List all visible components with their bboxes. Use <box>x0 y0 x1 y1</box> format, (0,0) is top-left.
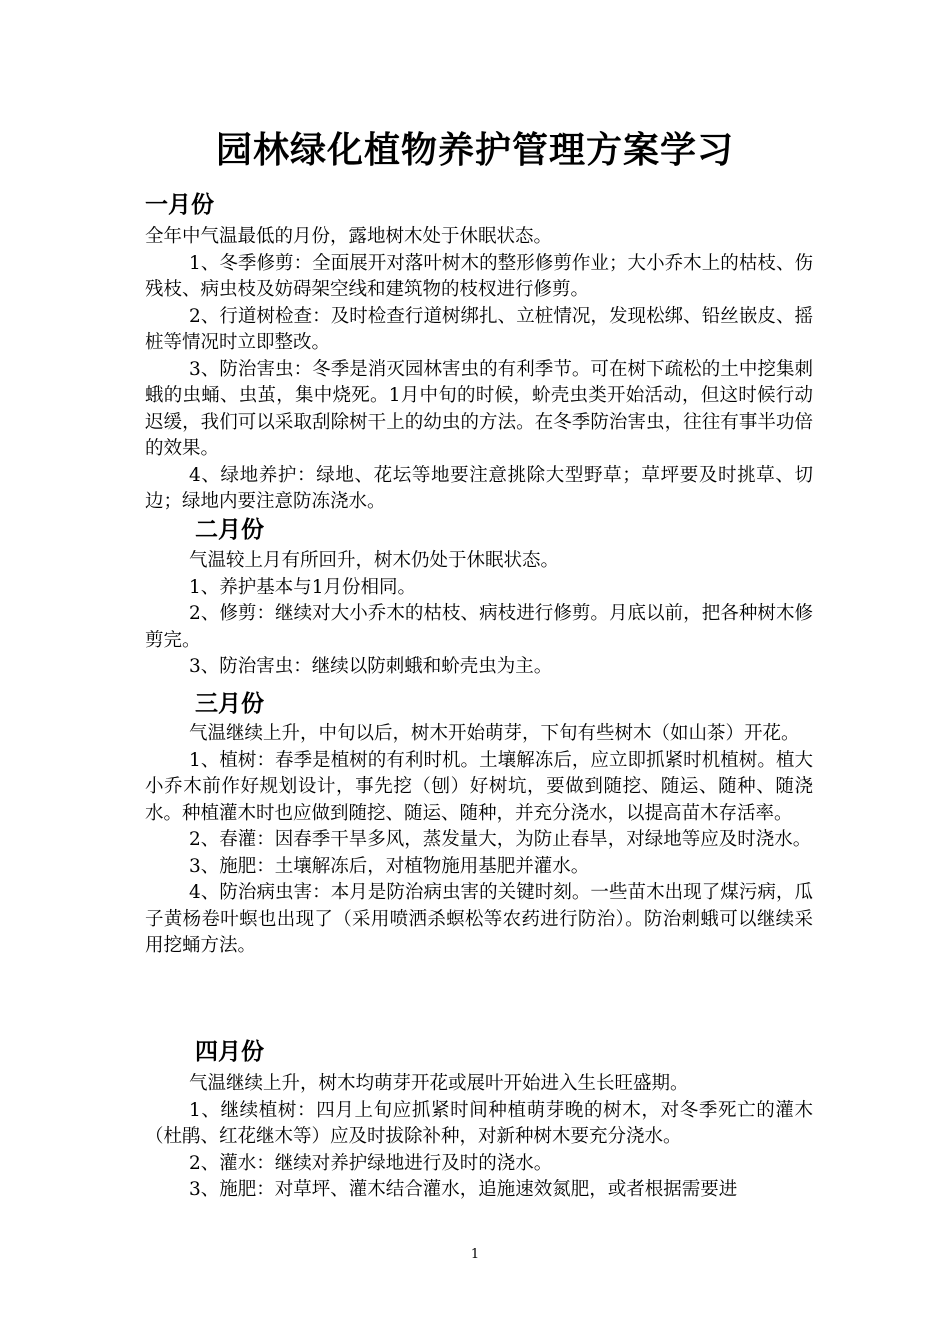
paragraph: 1、冬季修剪：全面展开对落叶树木的整形修剪作业；大小乔木上的枯枝、伤残枝、病虫枝及妨碍架空线和建筑物的枝杈进行修剪。 <box>145 252 813 300</box>
section-heading-february: 二月份 <box>195 516 264 543</box>
paragraph: 1、养护基本与1月份相同。 <box>189 576 417 598</box>
section-heading-march: 三月份 <box>195 690 264 717</box>
page-title: 园林绿化植物养护管理方案学习 <box>215 129 734 171</box>
paragraph: 3、施肥：对草坪、灌木结合灌水，追施速效氮肥，或者根据需要进 <box>189 1179 738 1200</box>
paragraph: 4、防治病虫害：本月是防治病虫害的关键时刻。一些苗木出现了煤污病，瓜子黄杨卷叶螟也出现了（采用喷洒杀螟松等农药进行防治）。防治刺蛾可以继续采用挖蛹方法。 <box>145 882 813 956</box>
paragraph: 1、继续植树：四月上旬应抓紧时间种植萌芽晚的树木，对冬季死亡的灌木（杜鹃、红花继木等）应及时拔除补种，对新种树木要充分浇水。 <box>145 1099 813 1147</box>
paragraph: 3、防治害虫：继续以防刺蛾和蚧壳虫为主。 <box>189 656 553 677</box>
paragraph: 2、灌水：继续对养护绿地进行及时的浇水。 <box>189 1152 553 1174</box>
section-heading-january: 一月份 <box>145 191 214 218</box>
paragraph: 3、施肥：土壤解冻后，对植物施用基肥并灌水。 <box>189 855 590 877</box>
paragraph: 气温继续上升，中旬以后，树木开始萌芽，下旬有些树木（如山茶）开花。 <box>189 723 800 744</box>
paragraph: 2、修剪：继续对大小乔木的枯枝、病枝进行修剪。月底以前，把各种树木修剪完。 <box>145 603 813 651</box>
paragraph: 2、行道树检查：及时检查行道树绑扎、立桩情况，发现松绑、铅丝嵌皮、摇桩等情况时立即整改。 <box>145 305 813 353</box>
paragraph: 1、植树：春季是植树的有利时机。土壤解冻后，应立即抓紧时机植树。植大小乔木前作好规划设计，事先挖（刨）好树坑，要做到随挖、随运、随种、随浇水。种植灌木时也应做到随挖、随运、随种，并充分浇水，以提高苗木存活率。 <box>145 749 813 824</box>
section-body-february <box>145 548 813 681</box>
section-body-march <box>145 721 813 960</box>
paragraph: 气温继续上升，树木均萌芽开花或展叶开始进入生长旺盛期。 <box>189 1073 689 1094</box>
section-body-april <box>145 1071 813 1204</box>
paragraph: 全年中气温最低的月份，露地树木处于休眠状态。 <box>145 226 553 247</box>
section-body-january <box>145 224 813 516</box>
paragraph: 2、春灌：因春季干旱多风，蒸发量大，为防止春旱，对绿地等应及时浇水。 <box>189 829 812 850</box>
paragraph: 3、防治害虫：冬季是消灭园林害虫的有利季节。可在树下疏松的土中挖集刺蛾的虫蛹、虫茧，集中烧死。1月中旬的时候，蚧壳虫类开始活动，但这时候行动迟缓，我们可以采取刮除树干上的幼虫的方法。在冬季防治害虫，往往有事半功倍的效果。 <box>145 358 813 459</box>
paragraph: 4、绿地养护：绿地、花坛等地要注意挑除大型野草；草坪要及时挑草、切边；绿地内要注意防冻浇水。 <box>145 464 813 512</box>
section-heading-april: 四月份 <box>195 1038 264 1065</box>
paragraph: 气温较上月有所回升，树木仍处于休眠状态。 <box>189 550 560 571</box>
page-number: 1 <box>470 1247 480 1262</box>
